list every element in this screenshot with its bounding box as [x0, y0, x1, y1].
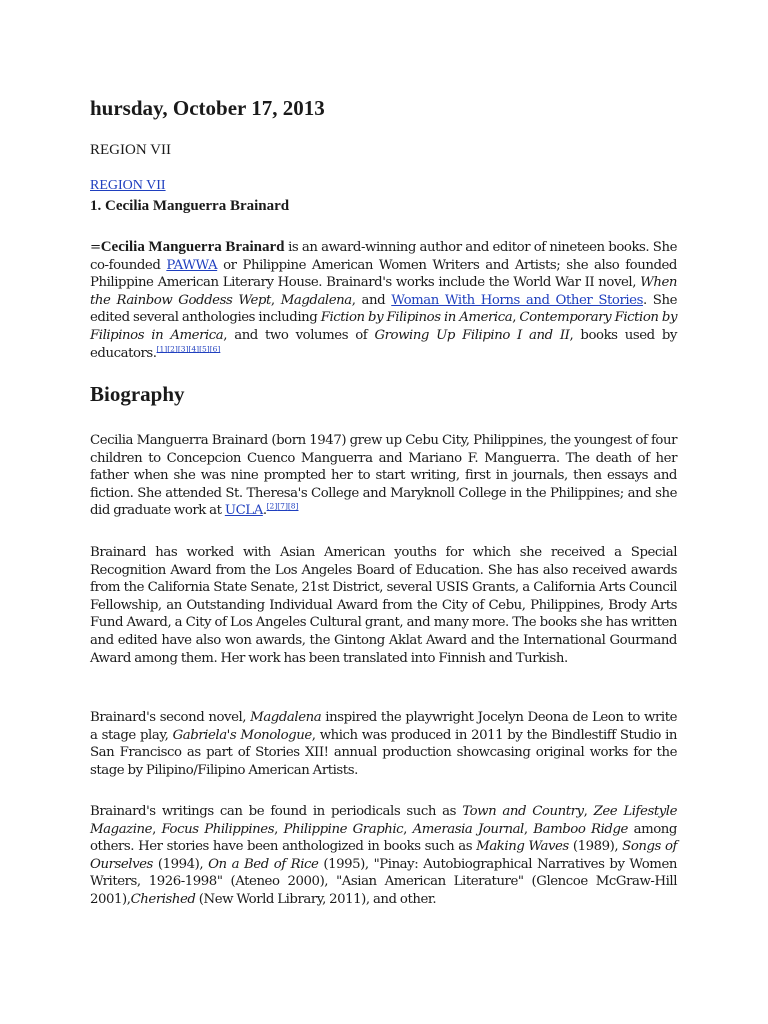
book-title: Fiction by Filipinos in America	[320, 310, 513, 326]
bio-citations	[267, 502, 299, 511]
citation-link[interactable]: [4]	[188, 344, 200, 354]
woman-with-horns-link[interactable]: Woman With Horns and Other Stories	[391, 292, 643, 308]
citation-link[interactable]: [2]	[167, 344, 178, 354]
paragraph-text: among others. Her stories have been anthologized in books such as	[90, 821, 677, 855]
paragraph-text: Cecilia Manguerra Brainard (born 1947) grew up Cebu City, Philippines, the youngest of four children to Concepcion Cuenco Manguerra and Mariano F. Manguerra. The death of her father when she was nine prompted her to start writing, first in journals, then essays and fiction. She attended St. Theresa's College and Maryknoll College in the Philippines; and she did graduate work at	[90, 433, 677, 519]
intro-text: ,	[270, 292, 281, 308]
periodical-title: Philippine Graphic	[283, 821, 404, 837]
region-vii-link[interactable]: REGION VII	[90, 178, 166, 193]
paragraph-text: .	[262, 503, 267, 519]
region-heading: REGION VII	[90, 142, 171, 158]
anthology-title: On a Bed of Rice	[208, 856, 319, 872]
intro-text: is an award-winning author and editor of nineteen books. She co-founded	[90, 240, 678, 273]
biography-paragraph-1	[90, 432, 677, 520]
author-name: Cecilia Manguerra Brainard	[100, 239, 285, 255]
biography-paragraph-4	[90, 803, 677, 909]
paragraph-text: ,	[274, 821, 284, 837]
periodical-title: Bamboo Ridge	[533, 821, 628, 837]
intro-text: . She edited several anthologies including	[90, 292, 677, 326]
paragraph-text: , which was produced in 2011 by the Bindlestiff Studio in San Francisco as part of Stories XII! annual production showcasing original works for the stage by Pilipino/Filipino American Artists.	[90, 727, 677, 778]
intro-text: , and	[351, 292, 392, 308]
periodical-title: Zee Lifestyle Magazine	[90, 804, 677, 837]
play-title: Gabriela's Monologue	[172, 727, 312, 743]
book-title: When the Rainbow Goddess Wept	[90, 275, 677, 308]
periodical-title: Town and Country	[462, 804, 584, 819]
paragraph-text: ,	[403, 821, 413, 837]
paragraph-text: Brainard's writings can be found in periodicals such as	[90, 804, 463, 819]
ucla-link[interactable]: UCLA	[224, 503, 263, 519]
post-date-title: hursday, October 17, 2013	[90, 96, 325, 120]
citation-link[interactable]: [6]	[209, 344, 221, 354]
citation-link[interactable]: [5]	[199, 344, 210, 354]
book-title: Contemporary Fiction by Filipinos in America	[90, 310, 678, 343]
citation-link[interactable]: [7]	[277, 501, 288, 511]
paragraph-text: Brainard's second novel,	[90, 710, 251, 725]
paragraph-text: (New World Library, 2011), and other.	[195, 891, 437, 907]
periodical-title: Focus Philippines	[161, 821, 275, 837]
citation-link[interactable]: [2]	[266, 501, 278, 511]
intro-text: ,	[512, 310, 520, 326]
book-title: Magdalena	[280, 292, 352, 308]
anthology-title: Making Waves	[476, 839, 569, 855]
anthology-title: Cherished	[130, 891, 196, 907]
paragraph-text: ,	[152, 821, 162, 837]
region-link-line	[90, 177, 166, 195]
intro-text: , books used by educators.	[90, 327, 677, 361]
biography-paragraph-2: Brainard has worked with Asian American youths for which she received a Special Recognition Award from the Los Angeles Board of Education. She has also received awards from the California State Senate, 21st District, several USIS Grants, a California Arts Council Fellowship, an Outstanding Individual Award from the City of Cebu, Philippines, Brody Arts Fund Award, a City of Los Angeles Cultural grant, and many more. The books she has written and edited have also won awards, the Gintong Aklat Award and the International Gourmand Award among them. Her work has been translated into Finnish and Turkish.	[90, 545, 677, 666]
intro-prefix: =	[90, 240, 101, 255]
intro-citations	[157, 344, 221, 353]
citation-link[interactable]: [3]	[177, 344, 189, 354]
pawwa-link[interactable]: PAWWA	[166, 257, 218, 273]
anthology-title: Songs of Ourselves	[90, 839, 677, 872]
entry-title: 1. Cecilia Manguerra Brainard	[90, 198, 290, 214]
citation-link[interactable]: [8]	[287, 501, 299, 511]
paragraph-text: inspired the playwright Jocelyn Deona de Leon to write a stage play,	[90, 710, 678, 743]
biography-heading: Biography	[90, 382, 185, 406]
paragraph-text: (1995), "Pinay: Autobiographical Narratives by Women Writers, 1926-1998" (Ateneo 2000), "Asian American Literature" (Glencoe McGraw-Hill 2001),	[90, 856, 677, 907]
citation-link[interactable]: [1]	[156, 344, 168, 354]
paragraph-text: ,	[523, 821, 534, 837]
intro-text: or Philippine American Women Writers and Artists; she also founded Philippine American Literary House. Brainard's works include the World War II novel,	[90, 257, 677, 291]
book-title: Growing Up Filipino I and II	[374, 327, 570, 343]
periodical-title: Amerasia Journal	[412, 821, 524, 837]
intro-text: , and two volumes of	[223, 327, 375, 343]
paragraph-text: (1994),	[152, 856, 209, 872]
paragraph-text: (1989),	[568, 839, 623, 855]
book-title: Magdalena	[250, 710, 322, 725]
intro-paragraph	[90, 239, 677, 362]
biography-paragraph-3	[90, 709, 677, 779]
paragraph-text: ,	[583, 804, 594, 819]
